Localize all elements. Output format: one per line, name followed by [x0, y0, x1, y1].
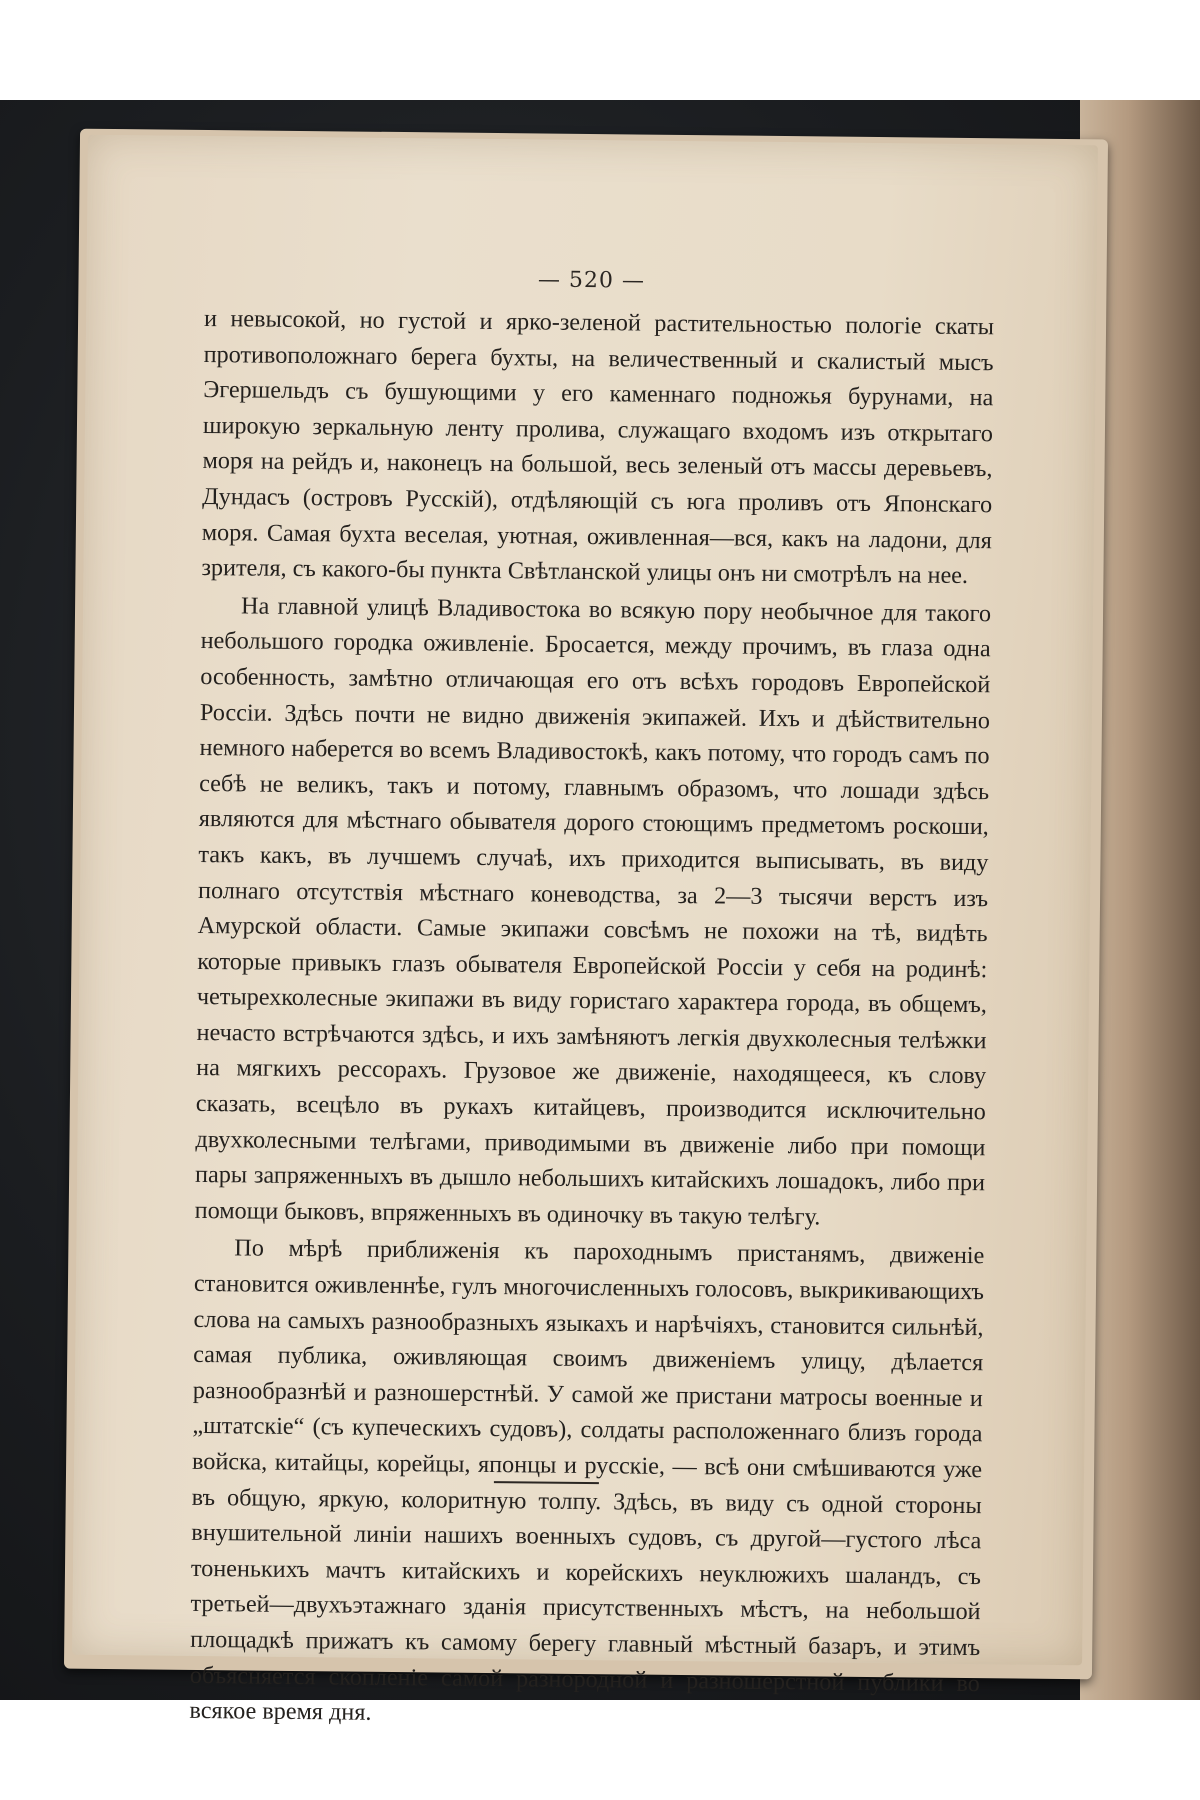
paragraph-2: На главной улицѣ Владивостока во всякую пору необычное для такого небольшого городка оживленіе. Бросается, между прочимъ, въ глаза одна особенность, замѣтно отличающая его отъ всѣхъ городовъ Европейской Россіи. Здѣсь почти не видно движенія экипажей. Ихъ и дѣйствительно немного наберется во всемъ Владивостокѣ, какъ потому, что городъ самъ по себѣ не великъ, такъ и потому, главнымъ образомъ, что лошади здѣсь являются для мѣстнаго обывателя дорого стоющимъ предметомъ роскоши, такъ какъ, въ лучшемъ случаѣ, ихъ приходится выписывать, въ виду полнаго отсутствія мѣстнаго коневодства, за 2—3 тысячи верстъ изъ Амурской области. Самые экипажи совсѣмъ не похожи на тѣ, видѣть которые привыкъ глазъ обывателя Европейской Россіи у себя на родинѣ: четырехколесные экипажи въ виду гористаго характера города, въ общемъ, нечасто встрѣчаются здѣсь, и ихъ замѣняютъ легкія двухколесныя телѣжки на мягкихъ рессорахъ. Грузовое же движеніе, находящееся, къ слову сказать, всецѣло въ рукахъ китайцевъ, производится исключительно двухколесными телѣгами, приводимыми въ движеніе либо при помощи пары запряженныхъ въ дышло небольшихъ китайскихъ лошадокъ, либо при помощи быковъ, впряженныхъ въ одиночку въ такую телѣгу.: [194, 592, 992, 1231]
paragraph-1: и невысокой, но густой и ярко-зеленой растительностью пологіе скаты противоположнаго берега бухты, на величественный и скалистый мысъ Эгершельдъ съ бушующими у его каменнаго подножья бурунами, на широкую зеркальную ленту пролива, служащаго входомъ изъ открытаго моря на рейдъ и, наконецъ на большой, весь зеленый отъ массы деревьевъ, Дундасъ (островъ Русскій), отдѣляющій съ юга проливъ отъ Японскаго моря. Самая бухта веселая, уютная, оживленная—вся, какъ на ладони, для зрителя, съ какого-бы пункта Свѣтланской улицы онъ ни смотрѣлъ на нее.: [201, 304, 995, 590]
body-text: [189, 301, 994, 1737]
paragraph-3: По мѣрѣ приближенія къ пароходнымъ пристанямъ, движеніе становится оживленнѣе, гулъ многочисленныхъ голосовъ, выкрикивающихъ слова на самыхъ разнообразныхъ языкахъ и нарѣчіяхъ, становится сильнѣй, самая публика, оживляющая своимъ движеніемъ улицу, дѣлается разнообразнѣй и разношерстнѣй. У самой же пристани матросы военные и „штатскіе“ (съ купеческихъ судовъ), солдаты расположеннаго близъ города войска, китайцы, корейцы, японцы и русскіе, — всѣ они смѣшиваются уже въ общую, яркую, колоритную толпу. Здѣсь, въ виду съ одной стороны внушительной линіи нашихъ военныхъ судовъ, съ другой—густого лѣса тоненькихъ мачтъ китайскихъ и корейскихъ неуклюжихъ шаландъ, съ третьей—двухъэтажнаго зданія присутственныхъ мѣстъ, на небольшой площадкѣ прижатъ къ самому берегу главный мѣстный базаръ, и этимъ объясняется скопленіе самой разнородной и разношерстной публики во всякое время дня.: [189, 1234, 985, 1726]
photo-background: [0, 100, 1200, 1726]
book-page: [72, 135, 1098, 1726]
page-number: — 520 —: [537, 267, 646, 294]
